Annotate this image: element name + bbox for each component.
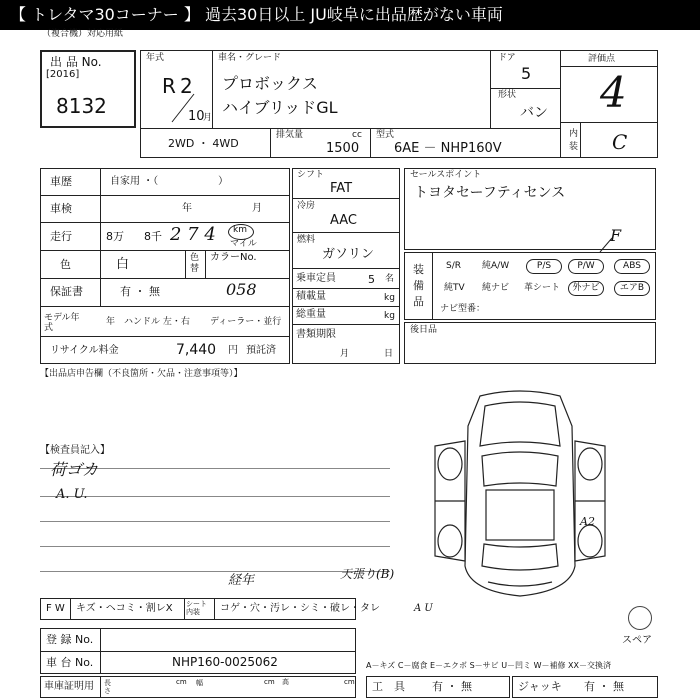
inspector-label: 【検査員記入】 bbox=[40, 445, 110, 456]
registration-label: 登 録 No. bbox=[46, 633, 94, 646]
year-era: R bbox=[162, 74, 176, 98]
shift-value: FAT bbox=[330, 181, 353, 196]
diagram-au: A U bbox=[414, 603, 433, 614]
interior-value: C bbox=[612, 130, 628, 154]
gross-unit: kg bbox=[384, 311, 395, 321]
docs-label: 書類期限 bbox=[296, 329, 336, 340]
load-label: 積載量 bbox=[296, 291, 326, 302]
score-label: 評価点 bbox=[588, 54, 616, 64]
car-grade: ハイブリッドGL bbox=[222, 98, 338, 117]
defects-sheet-label: シート内装 bbox=[186, 600, 207, 616]
mileage-unit-km: km bbox=[233, 225, 247, 235]
car-roof bbox=[486, 490, 554, 540]
cert-f: cm bbox=[344, 678, 355, 686]
legend: A－キズ C－腐食 E－エクボ S－サビ U－凹ミ W－補修 XX－交換済 bbox=[366, 661, 612, 670]
fuel-label: 燃料 bbox=[297, 235, 316, 245]
displacement-unit: cc bbox=[352, 130, 362, 140]
sales-point-hand: F bbox=[610, 226, 622, 245]
wheel-fl bbox=[438, 448, 462, 480]
color-no-label: カラーNo. bbox=[210, 252, 257, 263]
equip-airbag: エアB bbox=[614, 281, 650, 296]
car-hood bbox=[480, 402, 560, 446]
load-unit: kg bbox=[384, 293, 395, 303]
chassis-value: NHP160-0025062 bbox=[172, 655, 278, 669]
equip-seat: 革シート bbox=[524, 283, 561, 293]
equip-ps: P/S bbox=[526, 259, 562, 274]
score-value: 4 bbox=[600, 68, 627, 117]
color-value: 白 bbox=[116, 257, 130, 272]
capacity-value: 5 bbox=[368, 273, 375, 286]
car-rear-glass bbox=[482, 544, 558, 570]
equip-pw: P/W bbox=[568, 259, 604, 274]
inspection-year: 年 bbox=[182, 203, 192, 214]
docs-day: 日 bbox=[384, 349, 394, 359]
inspector-line2: A. U. bbox=[56, 487, 88, 502]
after-box bbox=[404, 322, 656, 364]
drive: 2WD ・ 4WD bbox=[168, 137, 239, 150]
defects-note1: 経年 bbox=[228, 573, 255, 588]
docs-month: 月 bbox=[340, 349, 350, 359]
capacity-unit: 名 bbox=[385, 274, 395, 284]
mileage-label: 走行 bbox=[50, 230, 72, 243]
color-label: 色 bbox=[60, 258, 71, 271]
equip-navi-model: ナビ型番： bbox=[440, 304, 486, 314]
capacity-label: 乗車定員 bbox=[296, 273, 336, 284]
sales-point-value: トヨタセーフティセンス bbox=[414, 185, 566, 201]
equip-sr: S/R bbox=[446, 261, 461, 271]
car-name: プロボックス bbox=[222, 74, 318, 93]
wheel-rr bbox=[578, 525, 602, 557]
car-windshield bbox=[482, 452, 558, 486]
color-no: 058 bbox=[226, 280, 257, 299]
warranty-label: 保証書 bbox=[50, 285, 83, 298]
year-month: 10 bbox=[188, 109, 205, 124]
defects-fw: F W bbox=[46, 603, 65, 614]
car-label: 車名・グレード bbox=[218, 53, 282, 63]
history-value: 自家用 ・（ ） bbox=[110, 176, 229, 187]
equip-aw: 純A/W bbox=[482, 261, 510, 271]
gross-label: 総重量 bbox=[296, 309, 326, 320]
recycle-unit: 円 bbox=[228, 345, 238, 356]
history-label: 車歴 bbox=[50, 175, 72, 188]
cert-a: 長さ bbox=[104, 679, 111, 695]
doors-label: ドア bbox=[498, 53, 516, 63]
displacement-label: 排気量 bbox=[276, 130, 304, 140]
tools-value: 有 ・ 無 bbox=[432, 680, 472, 693]
doors-value: 5 bbox=[521, 64, 532, 83]
aircon-value: AAC bbox=[330, 213, 357, 228]
recycle-label: リサイクル料金 bbox=[50, 345, 119, 356]
mileage-sen: 8千 bbox=[144, 230, 162, 243]
cert-d: cm bbox=[264, 678, 275, 686]
shift-label: シフト bbox=[297, 170, 325, 180]
inspector-line1: 荷ゴカ bbox=[50, 460, 99, 479]
model-year-handle: ハンドル 左・右 bbox=[124, 317, 190, 327]
recycle-value: 7,440 bbox=[176, 342, 217, 358]
spare-tire-icon bbox=[628, 606, 652, 630]
wheel-rl bbox=[438, 525, 462, 557]
equip-tv: 純TV bbox=[444, 283, 465, 293]
color-change-label: 色替 bbox=[190, 253, 200, 274]
tools-label: 工 具 bbox=[372, 680, 405, 693]
lot-year: [2016] bbox=[46, 69, 80, 80]
mileage-unit-mile: マイル bbox=[230, 239, 257, 249]
jack-value: 有 ・ 無 bbox=[584, 680, 624, 693]
subtitle: （複合機）対応用紙 bbox=[42, 29, 124, 39]
chassis-label: 車 台 No. bbox=[46, 656, 94, 669]
warranty-value: 有 ・ 無 bbox=[120, 285, 160, 298]
aircon-label: 冷房 bbox=[297, 201, 316, 211]
fuel-value: ガソリン bbox=[322, 247, 375, 262]
shape-value: バン bbox=[520, 105, 548, 121]
car-bumper bbox=[488, 582, 552, 586]
lot-number: 8132 bbox=[56, 94, 107, 118]
left-block bbox=[40, 168, 290, 364]
shape-label: 形状 bbox=[498, 90, 517, 100]
interior-label: 内装 bbox=[569, 129, 579, 152]
banner bbox=[0, 0, 700, 30]
diagram-spare: スペア bbox=[622, 635, 652, 646]
banner-text: 【 トレタマ30コーナー 】 過去30日以上 JU岐阜に出品歴がない車両 bbox=[10, 5, 503, 24]
model-year-year: 年 bbox=[106, 317, 116, 327]
equip-abs: ABS bbox=[614, 259, 650, 274]
recycle-note: 預託済 bbox=[246, 345, 276, 356]
inspection-month: 月 bbox=[252, 203, 262, 214]
sales-point-label: セールスポイント bbox=[410, 170, 482, 180]
jack-label: ジャッキ bbox=[518, 680, 562, 693]
cert-c: 幅 bbox=[196, 679, 203, 687]
diagram-a2: A2 bbox=[580, 515, 595, 528]
cert-b: cm bbox=[176, 678, 187, 686]
defects-fw-text: キズ・ヘコミ・割レX bbox=[76, 603, 173, 614]
displacement-value: 1500 bbox=[326, 141, 360, 156]
inspection-label: 車検 bbox=[50, 202, 72, 215]
equip-ext-navi: 外ナビ bbox=[568, 281, 604, 296]
car-diagram bbox=[410, 386, 630, 606]
equip-navi: 純ナビ bbox=[482, 283, 510, 293]
lot-label: 出 品 No. bbox=[50, 55, 102, 69]
model-type-label: 型式 bbox=[376, 130, 395, 140]
wheel-fr bbox=[578, 448, 602, 480]
year-label: 年式 bbox=[146, 53, 165, 63]
defects-note2: 天張り(B) bbox=[340, 567, 395, 581]
year-value: 2 bbox=[180, 74, 193, 98]
mileage-man: 8万 bbox=[106, 230, 124, 243]
model-year-label: モデル年式 bbox=[44, 313, 80, 333]
model-type-value: 6AE － NHP160V bbox=[394, 141, 502, 156]
model-year-dealer: ディーラー・並行 bbox=[210, 317, 282, 327]
year-month-unit: 月 bbox=[203, 113, 213, 123]
equipment-label: 装備品 bbox=[413, 263, 424, 308]
mileage-hand: 2 7 4 bbox=[170, 224, 216, 245]
after-label: 後日品 bbox=[410, 325, 438, 335]
cert-label: 車庫証明用 bbox=[44, 681, 94, 692]
declaration-label: 【出品店申告欄（不良箇所・欠品・注意事項等）】 bbox=[40, 369, 243, 379]
cert-e: 高 bbox=[282, 678, 289, 686]
defects-sheet-text: コゲ・穴・汚レ・シミ・破レ・タレ bbox=[220, 603, 380, 614]
